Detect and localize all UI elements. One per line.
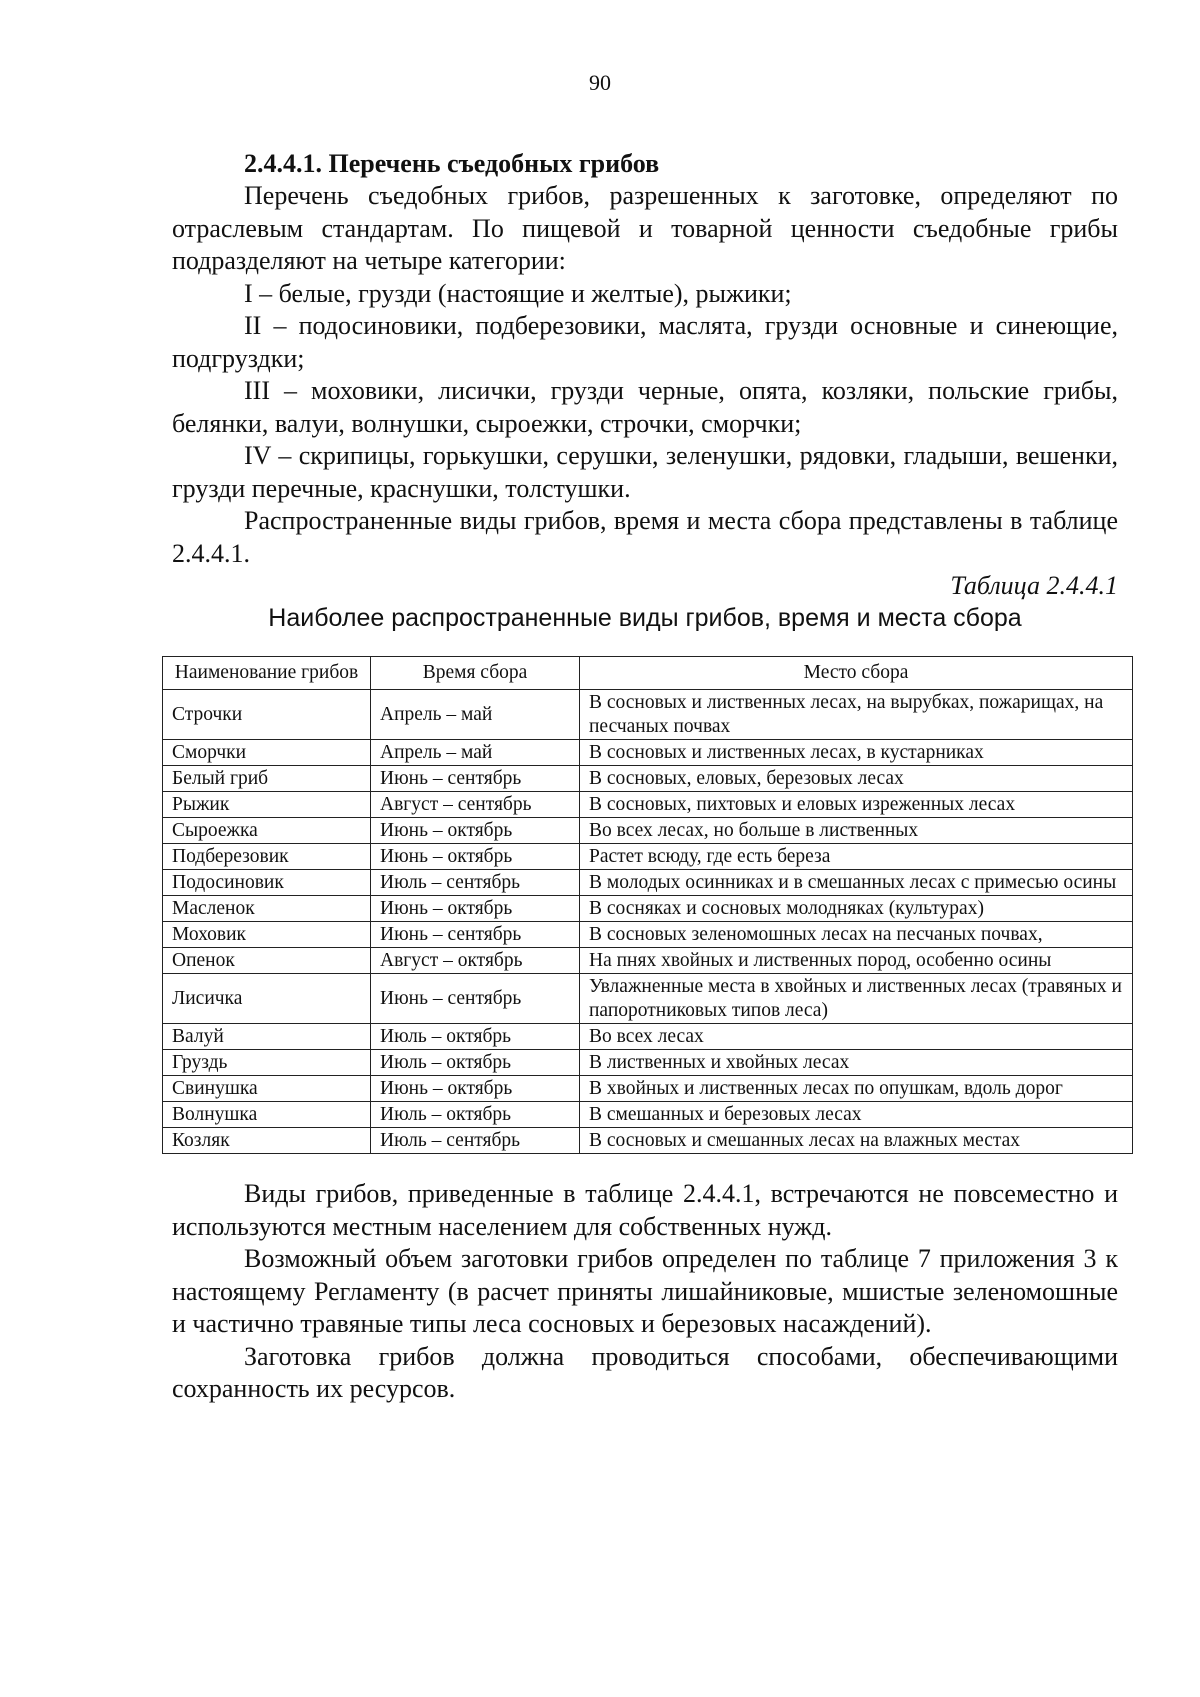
table-row: [163, 1076, 1133, 1102]
cell-time: Июнь – сентябрь: [371, 766, 580, 792]
cell-name: Груздь: [163, 1050, 371, 1076]
paragraph: II – подосиновики, подберезовики, маслята, грузди основные и синеющие, подгруздки;: [172, 311, 1118, 373]
table-row: [163, 974, 1133, 1024]
paragraph: Возможный объем заготовки грибов определен по таблице 7 приложения 3 к настоящему Регламенту (в расчет приняты лишайниковые, мшистые зеленомошные и частично травяные типы леса сосновых и березовых насаждений).: [172, 1244, 1118, 1338]
cell-time: Июль – сентябрь: [371, 1128, 580, 1154]
cell-time: Июнь – сентябрь: [371, 974, 580, 1024]
table-row: [163, 1050, 1133, 1076]
table-row: [163, 948, 1133, 974]
table-body: [163, 690, 1133, 1154]
paragraph: III – моховики, лисички, грузди черные, опята, козляки, польские грибы, белянки, валуи, волнушки, сыроежки, строчки, сморчки;: [172, 376, 1118, 438]
table-row: [163, 1102, 1133, 1128]
mushroom-table: [162, 656, 1133, 1154]
paragraph: Перечень съедобных грибов, разрешенных к заготовке, определяют по отраслевым стандартам. По пищевой и товарной ценности съедобные грибы подразделяют на четыре категории:: [172, 181, 1118, 275]
cell-time: Июнь – октябрь: [371, 1076, 580, 1102]
cell-name: Подберезовик: [163, 844, 371, 870]
cell-name: Моховик: [163, 922, 371, 948]
header-name: Наименование грибов: [163, 657, 371, 690]
table-header-row: [163, 657, 1133, 690]
cell-place: Во всех лесах, но больше в лиственных: [580, 818, 1133, 844]
paragraph: IV – скрипицы, горькушки, серушки, зеленушки, рядовки, гладыши, вешенки, грузди перечные, краснушки, толстушки.: [172, 441, 1118, 503]
paragraph: Распространенные виды грибов, время и места сбора представлены в таблице 2.4.4.1.: [172, 506, 1118, 568]
table-row: [163, 792, 1133, 818]
table-row: [163, 922, 1133, 948]
cell-place: Растет всюду, где есть береза: [580, 844, 1133, 870]
cell-place: В сосновых зеленомошных лесах на песчаных почвах,: [580, 922, 1133, 948]
table-row: [163, 690, 1133, 740]
table-label: Таблица 2.4.4.1: [950, 571, 1118, 600]
paragraph: Заготовка грибов должна проводиться способами, обеспечивающими сохранность их ресурсов.: [172, 1341, 1118, 1403]
table-row: [163, 844, 1133, 870]
cell-place: Увлажненные места в хвойных и лиственных лесах (травяных и папоротниковых типов леса): [580, 974, 1133, 1024]
table-row: [163, 740, 1133, 766]
cell-name: Волнушка: [163, 1102, 371, 1128]
header-place: Место сбора: [580, 657, 1133, 690]
page-content: [172, 147, 1122, 1406]
cell-name: Рыжик: [163, 792, 371, 818]
cell-time: Июль – октябрь: [371, 1102, 580, 1128]
cell-name: Валуй: [163, 1024, 371, 1050]
cell-place: В сосновых, пихтовых и еловых изреженных лесах: [580, 792, 1133, 818]
intro-paragraphs: [172, 180, 1118, 570]
cell-place: Во всех лесах: [580, 1024, 1133, 1050]
table-row: [163, 1024, 1133, 1050]
paragraph: I – белые, грузди (настоящие и желтые), рыжики;: [244, 278, 792, 308]
header-time: Время сбора: [371, 657, 580, 690]
table-row: [163, 766, 1133, 792]
cell-time: Июнь – октябрь: [371, 844, 580, 870]
cell-place: В сосновых и смешанных лесах на влажных местах: [580, 1128, 1133, 1154]
table-row: [163, 896, 1133, 922]
cell-place: В лиственных и хвойных лесах: [580, 1050, 1133, 1076]
cell-place: В сосновых, еловых, березовых лесах: [580, 766, 1133, 792]
table-row: [163, 870, 1133, 896]
section-heading: 2.4.4.1. Перечень съедобных грибов: [244, 149, 660, 178]
cell-name: Лисичка: [163, 974, 371, 1024]
cell-time: Июнь – сентябрь: [371, 922, 580, 948]
cell-name: Сыроежка: [163, 818, 371, 844]
cell-name: Подосиновик: [163, 870, 371, 896]
table-row: [163, 818, 1133, 844]
cell-name: Строчки: [163, 690, 371, 740]
cell-time: Июль – октябрь: [371, 1050, 580, 1076]
cell-place: В сосняках и сосновых молодняках (культурах): [580, 896, 1133, 922]
closing-paragraphs: [172, 1178, 1118, 1406]
cell-time: Апрель – май: [371, 740, 580, 766]
cell-place: В молодых осинниках и в смешанных лесах с примесью осины: [580, 870, 1133, 896]
cell-time: Август – сентябрь: [371, 792, 580, 818]
cell-place: На пнях хвойных и лиственных пород, особенно осины: [580, 948, 1133, 974]
cell-place: В хвойных и лиственных лесах по опушкам, вдоль дорог: [580, 1076, 1133, 1102]
cell-name: Свинушка: [163, 1076, 371, 1102]
table-title: Наиболее распространенные виды грибов, время и места сбора: [268, 604, 1022, 632]
cell-name: Масленок: [163, 896, 371, 922]
table-row: [163, 1128, 1133, 1154]
cell-time: Апрель – май: [371, 690, 580, 740]
cell-time: Август – октябрь: [371, 948, 580, 974]
cell-time: Июнь – октябрь: [371, 896, 580, 922]
paragraph: Виды грибов, приведенные в таблице 2.4.4.1, встречаются не повсеместно и используются местным населением для собственных нужд.: [172, 1179, 1118, 1241]
cell-time: Июнь – октябрь: [371, 818, 580, 844]
cell-name: Козляк: [163, 1128, 371, 1154]
cell-place: В сосновых и лиственных лесах, на вырубках, пожарищах, на песчаных почвах: [580, 690, 1133, 740]
cell-place: В сосновых и лиственных лесах, в кустарниках: [580, 740, 1133, 766]
page-number: 90: [589, 70, 611, 95]
cell-time: Июль – сентябрь: [371, 870, 580, 896]
cell-name: Опенок: [163, 948, 371, 974]
cell-name: Сморчки: [163, 740, 371, 766]
cell-time: Июль – октябрь: [371, 1024, 580, 1050]
cell-place: В смешанных и березовых лесах: [580, 1102, 1133, 1128]
cell-name: Белый гриб: [163, 766, 371, 792]
